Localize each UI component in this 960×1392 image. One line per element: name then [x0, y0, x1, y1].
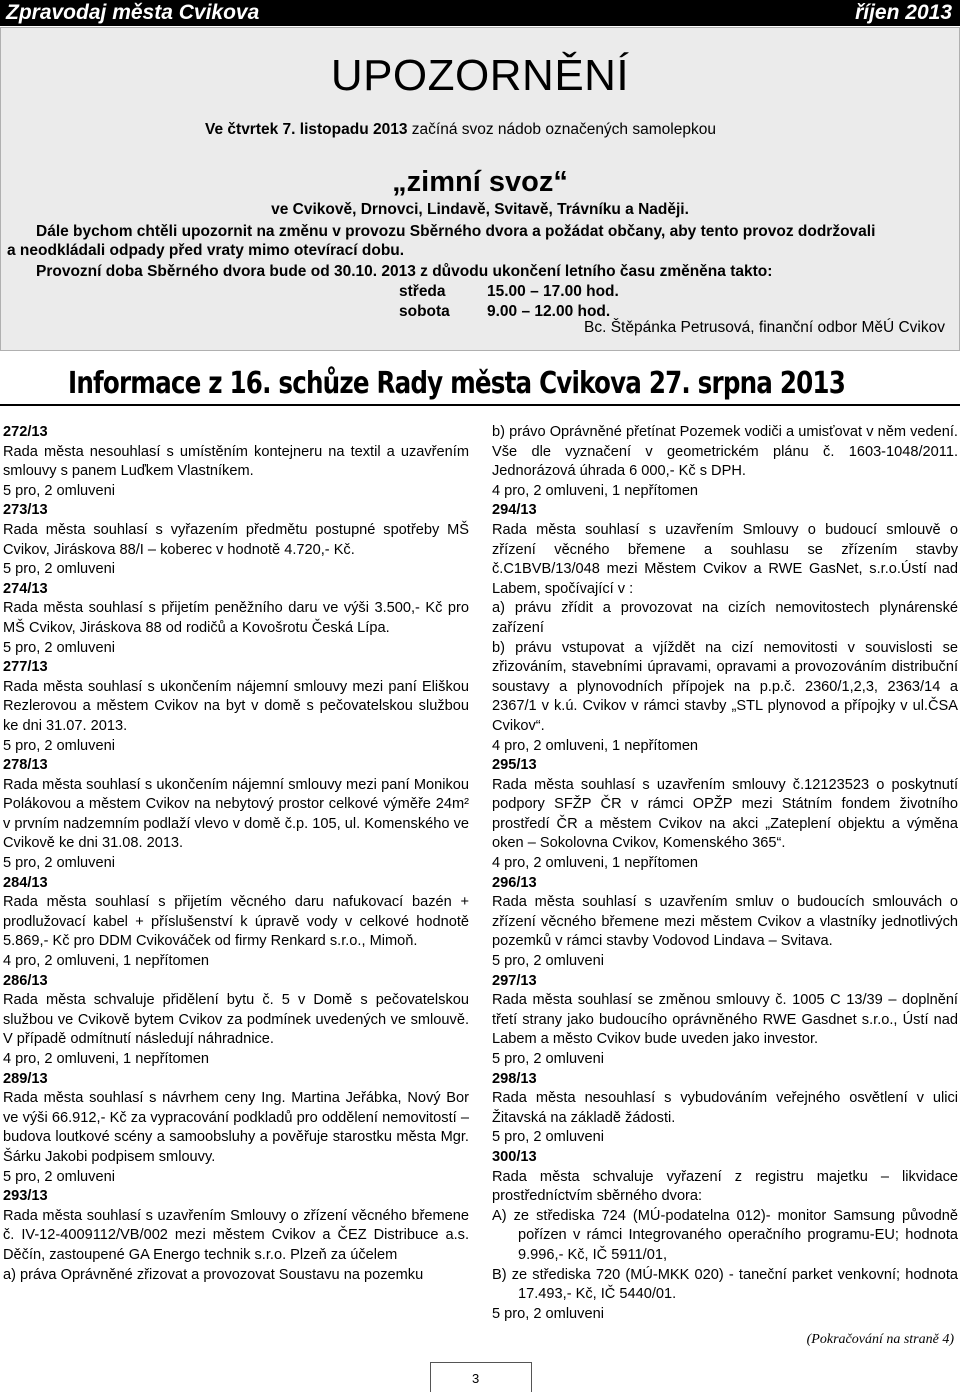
resolution-text: 5 pro, 2 omluveni [492, 1129, 604, 1146]
continued-note: (Pokračování na straně 4) [806, 1332, 954, 1347]
resolution-text: a) práva Oprávněné zřizovat a provozovat Soustavu na pozemku [3, 1266, 424, 1283]
notice-line-1 [205, 121, 716, 139]
resolution-text: Rada města souhlasí s uzavřením Smlouvy o budoucí smlouvě o zřízení věcného břemene a souhlasu se zřízením stavby č.C1BVB/13/048 mezi Městem Cvikov a RWE GasNet, s.r.o.Ústí nad Labem, spočívající v : [492, 521, 958, 597]
notice-box [0, 27, 960, 351]
resolution-text: 5 pro, 2 omluveni [3, 855, 115, 872]
resolution-text: 5 pro, 2 omluveni [3, 737, 115, 754]
resolution-text: Rada města souhlasí s návrhem ceny Ing. Martina Jeřábka, Nový Bor ve výši 66.912,- Kč za vypracování podkladů pro oddělení nemovitostí – budova loutkové scény a samoobsluhy a pověřuje starostku města Mgr. Šárku Jakobi podpisem smlouvy. [3, 1090, 469, 1165]
resolution-text: 5 pro, 2 omluveni [3, 639, 115, 656]
notice-para-1-line-1: Dále bychom chtěli upozornit na změnu v provozu Sběrného dvora a požádat občany, aby tento provoz dodržovali [36, 223, 876, 240]
resolution-text: Rada města souhlasí s uzavřením Smlouvy o zřízení věcného břemene č. IV-12-4009112/VB/002 mezi městem Cvikov a ČEZ Distribuce a.s. Děčín, zastoupené GA Energo technik s.r.o. Plzeň za účelem [3, 1207, 469, 1263]
issue-date: říjen 2013 [855, 1, 952, 24]
hours-time: 9.00 – 12.00 hod. [487, 303, 611, 320]
resolution-number: 298/13 [492, 1070, 537, 1087]
notice-para-1-line-2: a neodkládali odpady před vraty mimo otevírací dobu. [7, 242, 405, 259]
resolution-text: Rada města souhlasí s ukončením nájemní smlouvy mezi paní Eliškou Rezlerovou a městem Cvikov na byt v domě s pečovatelskou službou ke dni 31.07. 2013. [3, 678, 469, 734]
resolution-text: 5 pro, 2 omluveni [3, 561, 115, 578]
left-column [3, 423, 469, 1285]
notice-signature: Bc. Štěpánka Petrusová, finanční odbor MěÚ Cvikov [584, 319, 945, 336]
notice-para-2: Provozní doba Sběrného dvora bude od 30.10. 2013 z důvodu ukončení letního času změněna takto: [36, 263, 773, 280]
hours-row-saturday [399, 303, 610, 321]
newsletter-header [0, 0, 960, 26]
resolution-number: 293/13 [3, 1188, 48, 1205]
resolution-text: Rada města nesouhlasí s vybudováním veřejného osvětlení v ulici Žitavská na základě žádosti. [492, 1090, 958, 1126]
winter-collection-heading: „zimní svoz“ [392, 166, 568, 198]
resolution-number: 274/13 [3, 580, 48, 597]
resolution-number: 284/13 [3, 874, 48, 891]
hours-time: 15.00 – 17.00 hod. [487, 283, 619, 300]
resolution-number: 300/13 [492, 1148, 537, 1165]
notice-title: UPOZORNĚNÍ [330, 51, 630, 100]
notice-date: Ve čtvrtek 7. listopadu 2013 [205, 121, 408, 138]
hours-row-wednesday [399, 283, 619, 301]
council-info-heading: Informace z 16. schůze Rady města Cvikova 27. srpna 2013 [68, 366, 846, 401]
page-number: 3 [472, 1371, 480, 1386]
resolution-text: Rada města schvaluje vyřazení z registru majetku – likvidace prostředníctvím sběrného dvora: [492, 1168, 958, 1205]
resolution-text: Rada města souhlasí s uzavřením smlouvy č.12123523 o poskytnutí podpory SFŽP ČR v rámci OPŽP mezi Státním fondem životního prostředí ČR a městem Cvikov na akci „Zateplení objektu a výměna oken – Sokolovna Cvikov, Komenského 365“. [492, 776, 958, 852]
resolution-text: 5 pro, 2 omluveni [492, 953, 604, 970]
resolution-text: 5 pro, 2 omluveni [3, 1168, 115, 1185]
resolution-text: Rada města schvaluje přidělení bytu č. 5 v Domě s pečovatelskou službou ve Cvikově bytem Cvikov za podmínek uvedených ve smlouvě. V případě odmítnutí následují náhradnice. [3, 992, 469, 1048]
heading-divider [0, 404, 960, 406]
resolution-text: a) právu zřídit a provozovat na cizích nemovitostech plynárenské zařízení [492, 600, 958, 636]
resolution-text: Rada města souhlasí s vyřazením předmětu postupné spotřeby MŠ Cvikov, Jiráskova 88/I – koberec v hodnotě 4.720,- Kč. [3, 521, 469, 558]
resolution-text: Rada města nesouhlasí s umístěním kontejneru na textil a uzavřením smlouvy s panem Luďkem Vlastníkem. [3, 443, 469, 480]
resolution-text: 4 pro, 2 omluveni, 1 nepřítomen [492, 855, 699, 872]
resolution-text: Rada města souhlasí s přijetím věcného daru nafukovací bazén + prodlužovací kabel + příslušenství k úpravě vody v celkové hodnotě 5.869,- Kč pro DDM Cvikováček od firmy Renkard s.r.o., Mimoň. [3, 894, 469, 950]
hours-day: středa [399, 283, 446, 300]
resolution-number: 277/13 [3, 659, 48, 676]
resolution-number: 286/13 [3, 972, 48, 989]
resolution-number: 295/13 [492, 757, 537, 774]
resolution-text: Rada města souhlasí s ukončením nájemní smlouvy mezi paní Monikou Polákovou a městem Cvikov na nebytový prostor celkové výměře 24m² v prvním nadzemním podlaží vlevo v domě č.p. 105, ul. Komenského ve Cvikově ke dni 31.08. 2013. [3, 776, 469, 852]
resolution-number: 289/13 [3, 1070, 48, 1087]
resolution-number: 296/13 [492, 874, 537, 891]
resolution-number: 297/13 [492, 972, 537, 989]
notice-places: ve Cvikově, Drnovci, Lindavě, Svitavě, Trávníku a Naději. [271, 201, 689, 218]
resolution-text: 5 pro, 2 omluveni [492, 1305, 604, 1322]
resolution-number: 294/13 [492, 502, 537, 519]
resolution-text: b) právu vstupovat a vjíždět na cizí nemovitosti v souvislosti se zřizováním, stavebními úpravami, opravami a provozováním distribuční soustavy a plynovodních přípojek na p.p.č. 2360/1,2,3, 2363/14 a 2367/1 v k.ú. Cvikov v rámci stavby „STL plynovod a přípojky v ul.ČSA Cvikov“. [492, 639, 958, 734]
resolution-text: Rada města souhlasí s uzavřením smluv o budoucích smlouvách o zřízení věcného břemene mezi městem Cvikov a vlastníky jednotlivých pozemků v rámci stavby Vodovod Lindava – Svitava. [492, 894, 958, 950]
resolution-text: Rada města souhlasí se změnou smlouvy č. 1005 C 13/39 – doplnění třetí strany jako budoucího oprávněného RWE Gasdnet s.r.o., Ústí nad Labem a město Cvikov bude uveden jako investor. [492, 992, 958, 1048]
resolution-text: 5 pro, 2 omluveni [3, 482, 115, 499]
resolution-number: 278/13 [3, 757, 48, 774]
resolution-number: 273/13 [3, 502, 48, 519]
resolution-list-item: A) ze střediska 724 (MÚ-podatelna 012)- monitor Samsung původně pořízen v rámci Integrovaného operačního programu-EU; hodnota 9.996,- Kč, IČ 5911/01, [492, 1207, 958, 1263]
resolution-list-item: B) ze střediska 720 (MÚ-MKK 020) - taneční parket venkovní; hodnota 17.493,- Kč, IČ 5440/01. [492, 1266, 958, 1303]
resolution-text: 4 pro, 2 omluveni, 1 nepřítomen [492, 482, 699, 499]
newsletter-title: Zpravodaj města Cvikova [6, 1, 260, 24]
resolution-text: 4 pro, 2 omluveni, 1 nepřítomen [492, 737, 699, 754]
hours-day: sobota [399, 303, 450, 320]
resolution-text: 4 pro, 2 omluveni, 1 nepřítomen [3, 953, 210, 970]
page-number-frame [430, 1362, 532, 1392]
resolution-text: 5 pro, 2 omluveni [492, 1051, 604, 1067]
resolution-text: 4 pro, 2 omluveni, 1 nepřítomen [3, 1051, 210, 1067]
resolution-number: 272/13 [3, 424, 48, 440]
resolution-text: Rada města souhlasí s přijetím peněžního daru ve výši 3.500,- Kč pro MŠ Cvikov, Jiráskova 88 od rodičů a Kovošrotu Česká Lípa. [3, 600, 469, 636]
notice-line-1-rest: začíná svoz nádob označených samolepkou [407, 121, 716, 138]
right-column [492, 423, 958, 1324]
resolution-text: b) právo Oprávněné přetínat Pozemek vodiči a umisťovat v něm vedení. Vše dle vyznačení v geometrickém plánu č. 1603-1048/2011. Jednorázová úhrada 6 000,- Kč s DPH. [492, 424, 958, 480]
